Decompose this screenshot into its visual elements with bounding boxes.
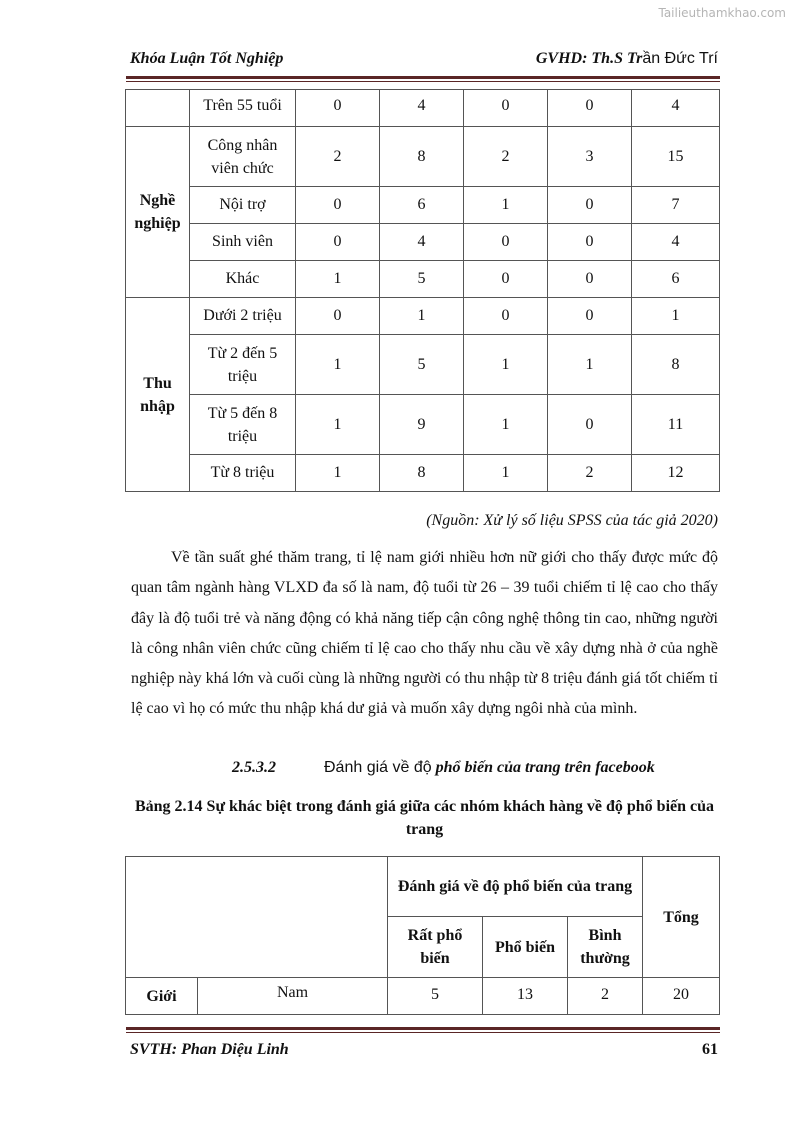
cell-value: 0 — [548, 90, 632, 127]
cell-value: 0 — [464, 224, 548, 261]
empty-corner-cell — [126, 857, 388, 978]
row-label-line2: triệu — [227, 367, 258, 385]
cell-value: 1 — [548, 335, 632, 395]
cell-value: 9 — [380, 395, 464, 455]
cell-value: 20 — [643, 978, 720, 1015]
cell-value: 1 — [296, 395, 380, 455]
section-title-plain: Đánh giá về độ — [324, 759, 432, 776]
group-cell-age — [126, 90, 190, 127]
cell-value: 0 — [464, 261, 548, 298]
footer-rule — [126, 1027, 720, 1033]
group-header: Đánh giá về độ phổ biến của trang — [388, 857, 643, 917]
table-row — [126, 978, 720, 1015]
cell-value: 5 — [380, 261, 464, 298]
row-label: Khác — [190, 261, 296, 298]
header-thesis-title: Khóa Luận Tốt Nghiệp — [130, 50, 284, 67]
table-row — [126, 261, 720, 298]
row-label: Trên 55 tuổi — [190, 90, 296, 127]
table-row — [126, 395, 720, 455]
page-footer — [130, 1041, 718, 1059]
cell-value: 1 — [464, 395, 548, 455]
col-header: Bình thường — [568, 917, 643, 978]
row-label — [190, 395, 296, 455]
group-label-line1: Thu — [143, 374, 172, 392]
cell-value: 0 — [548, 224, 632, 261]
page-header — [130, 50, 718, 68]
cell-value: 0 — [548, 261, 632, 298]
group-label-line2: nhập — [140, 397, 175, 415]
cell-value: 4 — [632, 90, 720, 127]
footer-student: SVTH: Phan Diệu Linh — [130, 1041, 289, 1058]
cell-value: 8 — [380, 127, 464, 187]
cell-value: 4 — [380, 90, 464, 127]
section-number: 2.5.3.2 — [232, 759, 276, 776]
group-label-line2: nghiệp — [134, 215, 181, 232]
cell-value: 1 — [380, 298, 464, 335]
total-header: Tổng — [643, 857, 720, 978]
table-row — [126, 455, 720, 492]
section-title-bold: phổ biến của trang trên facebook — [435, 759, 655, 776]
cell-value: 8 — [632, 335, 720, 395]
table-row — [126, 187, 720, 224]
cell-value: 15 — [632, 127, 720, 187]
group-cell-occupation — [126, 127, 190, 298]
row-label: Từ 8 triệu — [190, 455, 296, 492]
source-note: (Nguồn: Xử lý số liệu SPSS của tác giả 2020) — [426, 512, 718, 529]
row-label: Dưới 2 triệu — [190, 298, 296, 335]
cell-value: 1 — [464, 455, 548, 492]
table-row — [126, 857, 720, 917]
cell-value: 3 — [548, 127, 632, 187]
cell-value: 4 — [632, 224, 720, 261]
table-row — [126, 298, 720, 335]
table-row — [126, 90, 720, 127]
row-label: Sinh viên — [190, 224, 296, 261]
row-label-line2: triệu — [227, 427, 258, 445]
row-label — [190, 335, 296, 395]
watermark: Tailieuthamkhao.com — [658, 6, 786, 20]
cell-value: 0 — [296, 90, 380, 127]
cell-value: 1 — [464, 335, 548, 395]
cell-value: 0 — [548, 187, 632, 224]
cell-value: 0 — [464, 298, 548, 335]
cell-value: 0 — [296, 187, 380, 224]
section-heading — [232, 759, 655, 777]
cell-value: 0 — [464, 90, 548, 127]
table-caption: Bảng 2.14 Sự khác biệt trong đánh giá giữa các nhóm khách hàng về độ phổ biến của trang — [134, 798, 715, 838]
group-cell-income — [126, 298, 190, 492]
group-label-line1: Nghề — [139, 192, 176, 209]
cell-value: 7 — [632, 187, 720, 224]
row-label-line1: Công nhân — [207, 136, 278, 154]
header-advisor — [536, 50, 718, 68]
cell-value: 11 — [632, 395, 720, 455]
cell-value: 8 — [380, 455, 464, 492]
cell-value: 1 — [464, 187, 548, 224]
col-header: Phổ biến — [483, 917, 568, 978]
cell-value: 0 — [296, 224, 380, 261]
row-label-line1: Từ 5 đến 8 — [207, 404, 278, 422]
cell-value: 2 — [548, 455, 632, 492]
table-row — [126, 335, 720, 395]
cell-value: 1 — [296, 455, 380, 492]
analysis-paragraph: Về tần suất ghé thăm trang, tỉ lệ nam giới nhiều hơn nữ giới cho thấy được mức độ quan tâm ngành hàng VLXD đa số là nam, độ tuổi từ 26 – 39 tuổi chiếm tỉ lệ cao cho thấy đây là độ tuổi trẻ và năng động có khả năng tiếp cận công nghệ thông tin cao, những người là công nhân viên chức cũng chiếm tỉ lệ cao cho thấy nhu cầu về xây dựng nhà ở của nghề nghiệp này khá lớn và cuối cùng là những người có thu nhập từ 8 triệu đánh giá tốt chiếm tỉ lệ cao vì họ có mức thu nhập khá dư giả và muốn xây dựng ngôi nhà của mình. — [131, 549, 718, 718]
group-cell-gender: Giới — [126, 978, 198, 1015]
cell-value: 0 — [296, 298, 380, 335]
cell-value: 5 — [388, 978, 483, 1015]
cell-value: 13 — [483, 978, 568, 1015]
cell-value: 1 — [632, 298, 720, 335]
cell-value: 1 — [296, 335, 380, 395]
row-label-line1: Từ 2 đến 5 — [207, 344, 278, 362]
header-advisor-prefix: GVHD: Th.S Tr — [535, 50, 643, 67]
col-header: Rất phổ biến — [388, 917, 483, 978]
cell-value: 0 — [548, 395, 632, 455]
cell-value: 2 — [568, 978, 643, 1015]
row-label-line2: viên chức — [211, 159, 274, 177]
row-label — [190, 127, 296, 187]
cell-value: 4 — [380, 224, 464, 261]
popularity-table — [125, 856, 720, 1015]
cell-value: 0 — [548, 298, 632, 335]
demographics-table — [125, 89, 720, 492]
row-label: Nội trợ — [190, 187, 296, 224]
page-number: 61 — [702, 1041, 718, 1058]
cell-value: 6 — [632, 261, 720, 298]
row-label: Nam — [198, 978, 388, 1015]
cell-value: 2 — [464, 127, 548, 187]
table-row — [126, 127, 720, 187]
cell-value: 6 — [380, 187, 464, 224]
header-rule — [126, 76, 720, 82]
table-row — [126, 224, 720, 261]
cell-value: 5 — [380, 335, 464, 395]
cell-value: 1 — [296, 261, 380, 298]
cell-value: 12 — [632, 455, 720, 492]
cell-value: 2 — [296, 127, 380, 187]
header-advisor-suffix: ần Đức Trí — [642, 50, 718, 67]
